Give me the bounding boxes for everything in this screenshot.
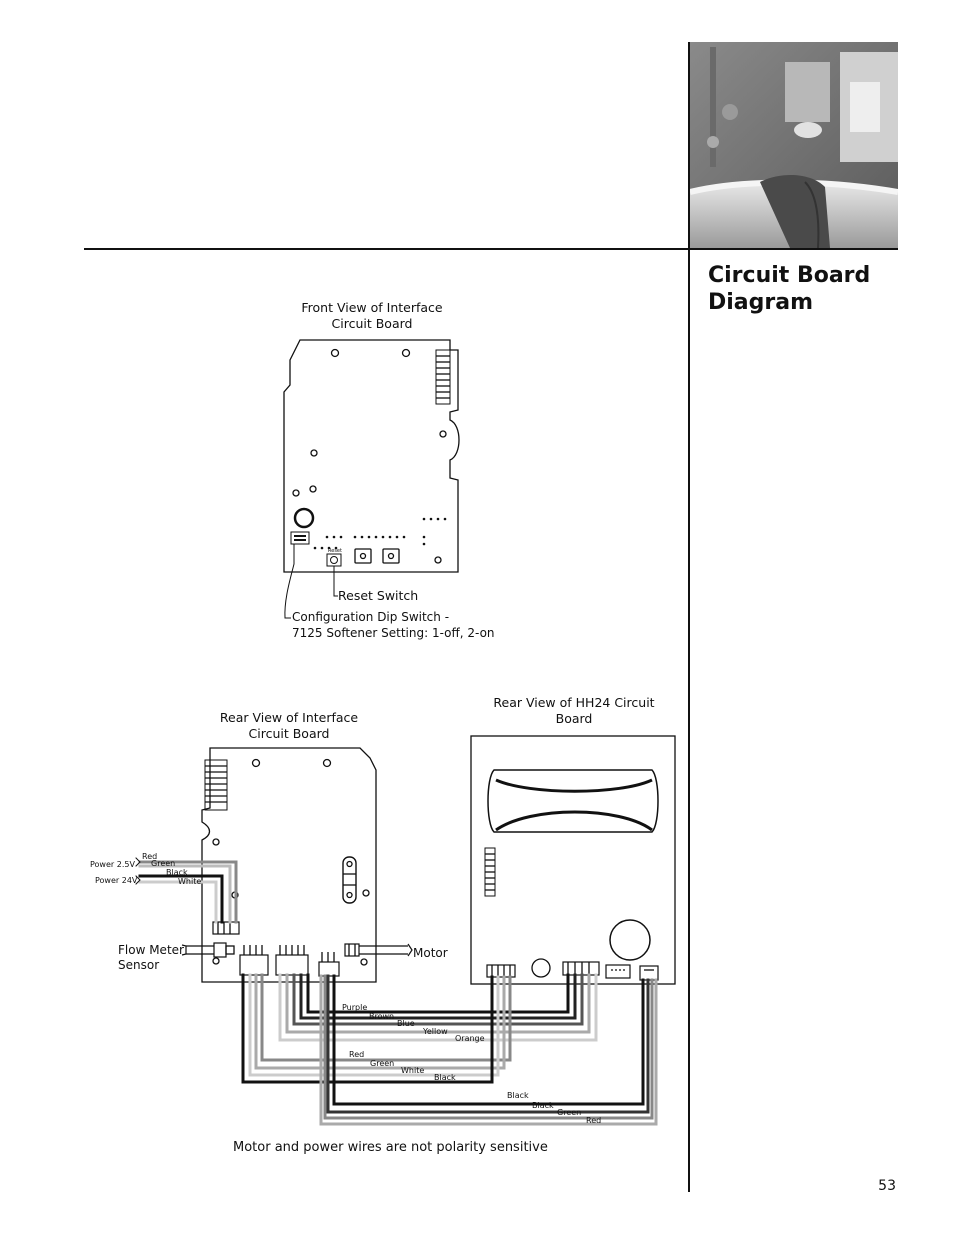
harness-wires (243, 975, 656, 1124)
wire-label-blue: Blue (397, 1019, 415, 1028)
front-interface-board (284, 340, 459, 618)
power-wire-black: Black (166, 868, 188, 877)
connector-a (240, 945, 268, 975)
wire-label-green-2: Green (557, 1108, 582, 1117)
hh24-connector-1 (487, 965, 515, 977)
section-title-line1: Circuit Board (708, 263, 871, 288)
flow-meter-leads (182, 945, 214, 955)
wire-label-black: Black (434, 1073, 456, 1082)
wire-label-brown: Brown (369, 1012, 395, 1021)
dip-switch (291, 532, 309, 544)
wire-label-red-2: Red (586, 1116, 602, 1125)
power-25v-label: Power 2.5V (90, 860, 135, 869)
connector-b (276, 945, 308, 975)
power-wire-red: Red (142, 852, 158, 861)
motor-label: Motor (413, 946, 448, 960)
hh24-buzzer (610, 920, 650, 960)
wire-label-orange: Orange (455, 1034, 485, 1043)
reset-switch (327, 554, 341, 566)
hh24-round-part (532, 959, 550, 977)
power-24v-label: Power 24V (95, 876, 138, 885)
rear-hh24-title-line2: Board (555, 711, 593, 726)
front-dots (314, 518, 447, 550)
wire-label-black-1: Black (507, 1091, 529, 1100)
connector-c (319, 952, 339, 976)
front-view-title-line2: Circuit Board (331, 316, 413, 331)
page-number: 53 (878, 1178, 896, 1194)
wire-label-white: White (401, 1066, 425, 1075)
hh24-dip-bank (485, 848, 495, 896)
front-chip-2 (383, 549, 399, 563)
front-view-title-line1: Front View of Interface (301, 300, 443, 315)
power-wire-green: Green (151, 859, 176, 868)
front-chip-1 (355, 549, 371, 563)
rear-heatsink (205, 760, 227, 810)
flow-meter-label-line2: Sensor (118, 958, 160, 972)
wire-label-green: Green (370, 1059, 395, 1068)
footnote: Motor and power wires are not polarity sensitive (233, 1140, 548, 1155)
wire-label-black-2: Black (532, 1101, 554, 1110)
reset-silkscreen: Reset (328, 548, 342, 554)
rear-interface-title-line2: Circuit Board (248, 726, 330, 741)
wire-label-yellow: Yellow (423, 1027, 448, 1036)
rear-hh24-title-line1: Rear View of HH24 Circuit (493, 695, 655, 710)
section-title-line2: Diagram (708, 290, 814, 315)
rear-slot-component (343, 857, 356, 903)
hh24-connector-2 (563, 962, 599, 975)
hh24-display-window (488, 770, 658, 832)
front-heatsink (436, 350, 450, 404)
flow-meter-label-line1: Flow Meter (118, 943, 184, 957)
dip-switch-label-line2: 7125 Softener Setting: 1-off, 2-on (292, 626, 495, 640)
wire-label-red: Red (349, 1050, 365, 1059)
dip-switch-label-line1: Configuration Dip Switch - (292, 610, 450, 624)
power-connector (213, 922, 239, 934)
wire-label-purple: Purple (342, 1003, 368, 1012)
flow-meter-connector (214, 943, 234, 957)
rear-interface-title-line1: Rear View of Interface (219, 710, 359, 725)
motor-connector (345, 944, 359, 956)
hh24-connector-4 (640, 966, 658, 980)
hh24-board (471, 736, 675, 984)
reset-switch-label: Reset Switch (338, 588, 419, 603)
motor-leads (359, 944, 412, 956)
power-wire-white: White (178, 877, 202, 886)
hh24-connector-3 (606, 965, 630, 978)
